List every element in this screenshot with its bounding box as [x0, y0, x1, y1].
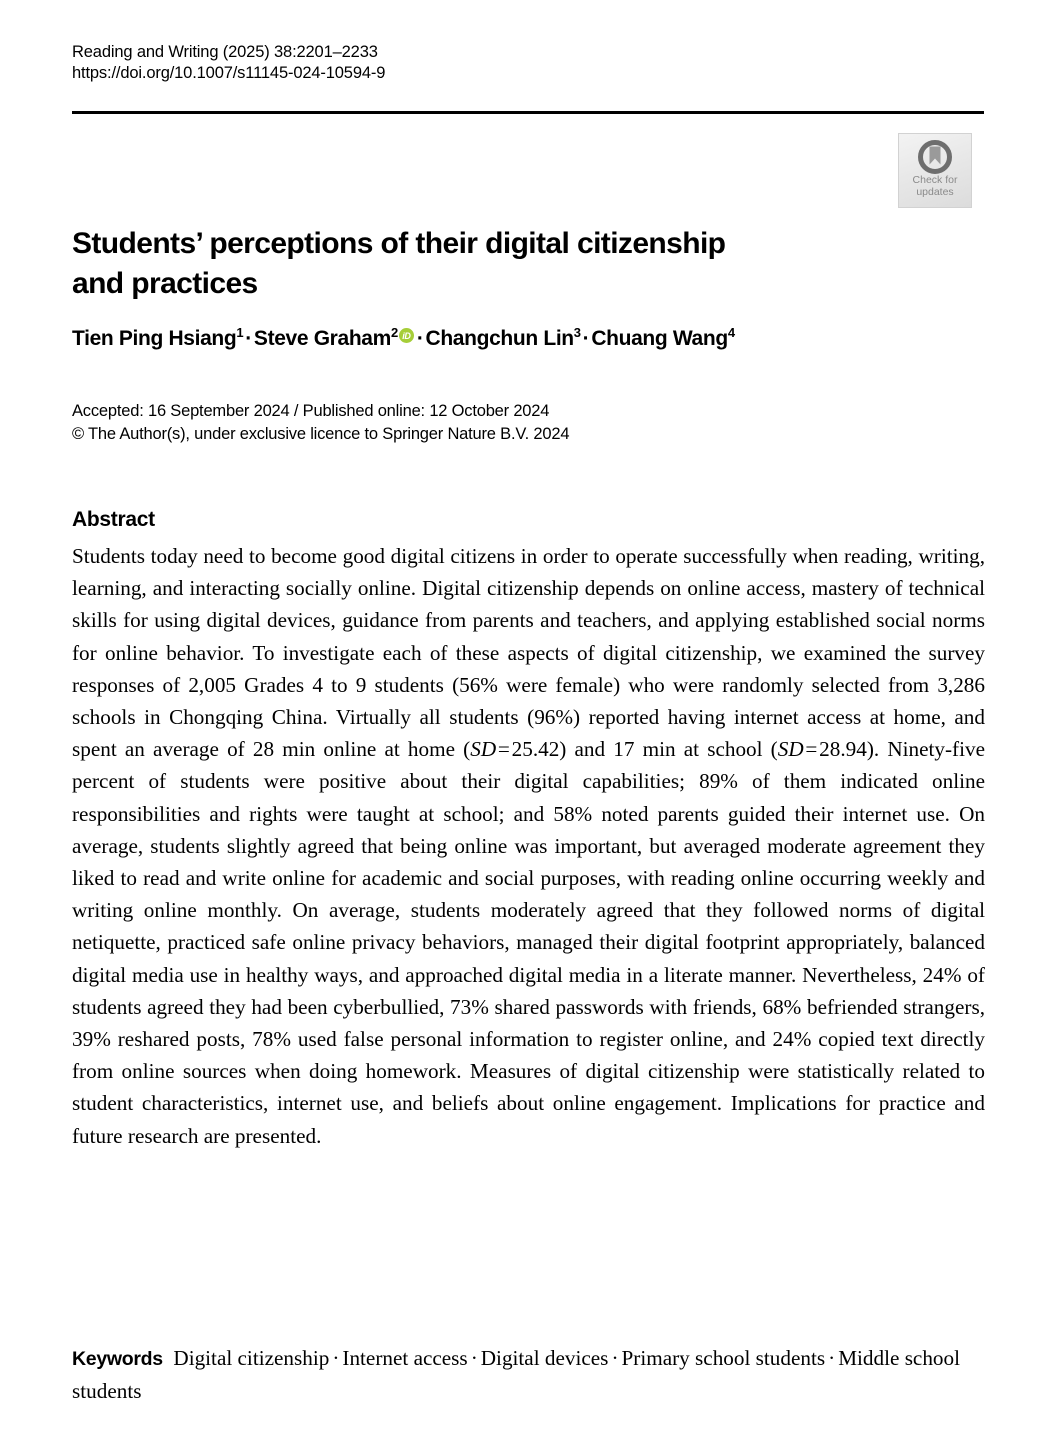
keyword-separator-4: ·	[828, 1346, 836, 1370]
journal-citation: Reading and Writing (2025) 38:2201–2233	[72, 43, 378, 61]
author-name-3[interactable]: Changchun Lin	[425, 327, 574, 350]
keyword-item-3[interactable]: Digital devices	[480, 1346, 609, 1370]
author-list	[72, 325, 972, 353]
keywords-section	[72, 1342, 985, 1407]
journal-doi[interactable]: https://doi.org/10.1007/s11145-024-10594-9	[72, 64, 386, 82]
abstract-body	[72, 540, 985, 1152]
article-title-line2: and practices	[72, 267, 258, 301]
keyword-item-1[interactable]: Digital citizenship	[173, 1346, 330, 1370]
author-affiliation-1: 1	[236, 325, 244, 340]
keyword-item-2[interactable]: Internet access	[342, 1346, 468, 1370]
crossmark-badge[interactable]	[898, 133, 972, 208]
header-divider-rule	[72, 111, 984, 114]
article-title-line1: Students’ perceptions of their digital citizenship	[72, 227, 726, 261]
crossmark-logo-icon	[918, 140, 952, 174]
crossmark-label-line1: Check for	[912, 174, 958, 186]
keyword-separator-3: ·	[611, 1346, 619, 1370]
crossmark-label-line2: updates	[916, 185, 954, 198]
author-name-2[interactable]: Steve Graham	[253, 327, 391, 350]
author-affiliation-3: 3	[573, 325, 581, 340]
orcid-icon[interactable]	[399, 328, 414, 343]
publication-dates: Accepted: 16 September 2024 / Published online: 12 October 2024	[72, 402, 550, 420]
copyright-line: © The Author(s), under exclusive licence to Springer Nature B.V. 2024	[72, 425, 570, 443]
author-affiliation-2: 2	[390, 325, 398, 340]
keyword-item-5[interactable]: Middle school students	[72, 1346, 961, 1404]
abstract-heading: Abstract	[72, 508, 155, 531]
author-separator-1: ·	[245, 327, 252, 350]
keyword-separator-1: ·	[332, 1346, 340, 1370]
abstract-text-part3: = 28.94). Ninety-five percent of students were positive about their digital capabilities; 89% of them indicated online responsibilities and rights were taught at school; and 58% noted parents guided their internet use. On average, students slightly agreed that being online was important, but averaged moderate agreement they liked to read and write online for academic and social purposes, with reading online occurring weekly and writing online monthly. On average, students moderately agreed that they followed norms of digital netiquette, practiced safe online privacy behaviors, managed their digital footprint appropriately, balanced digital media use in healthy ways, and approached digital media in a literate manner. Nevertheless, 24% of students agreed they had been cyberbullied, 73% shared passwords with friends, 68% befriended strangers, 39% reshared posts, 78% used false personal information to register online, and 24% copied text directly from online sources when doing homework. Measures of digital citizenship were statistically related to student characteristics, internet use, and beliefs about online engagement. Implications for practice and future research are presented.	[72, 737, 985, 1148]
keyword-item-4[interactable]: Primary school students	[621, 1346, 826, 1370]
author-name-4[interactable]: Chuang Wang	[591, 327, 728, 350]
keyword-separator-2: ·	[470, 1346, 478, 1370]
crossmark-label	[913, 175, 958, 198]
author-separator-2: ·	[416, 327, 424, 350]
author-name-1[interactable]: Tien Ping Hsiang	[72, 327, 237, 350]
author-separator-3: ·	[582, 327, 590, 350]
publication-meta	[72, 400, 872, 446]
author-affiliation-4: 4	[727, 325, 735, 340]
abstract-text-part1: Students today need to become good digital citizens in order to operate successfully when reading, writing, learning, and interacting socially online. Digital citizenship depends on online access, mastery of technical skills for using digital devices, guidance from parents and teachers, and applying established social norms for online behavior. To investigate each of these aspects of digital citizenship, we examined the survey responses of 2,005 Grades 4 to 9 students (56% were female) who were randomly selected from 3,286 schools in Chongqing China. Virtually all students (96%) reported having internet access at home, and spent an average of 28 min online at home (	[72, 544, 985, 762]
journal-header	[72, 42, 772, 84]
abstract-text-part2: = 25.42) and 17 min at school (	[496, 737, 778, 762]
page-title	[72, 224, 872, 304]
abstract-sd-italic-2: SD	[777, 737, 804, 762]
keywords-label: Keywords	[72, 1348, 163, 1370]
abstract-sd-italic-1: SD	[470, 737, 497, 762]
